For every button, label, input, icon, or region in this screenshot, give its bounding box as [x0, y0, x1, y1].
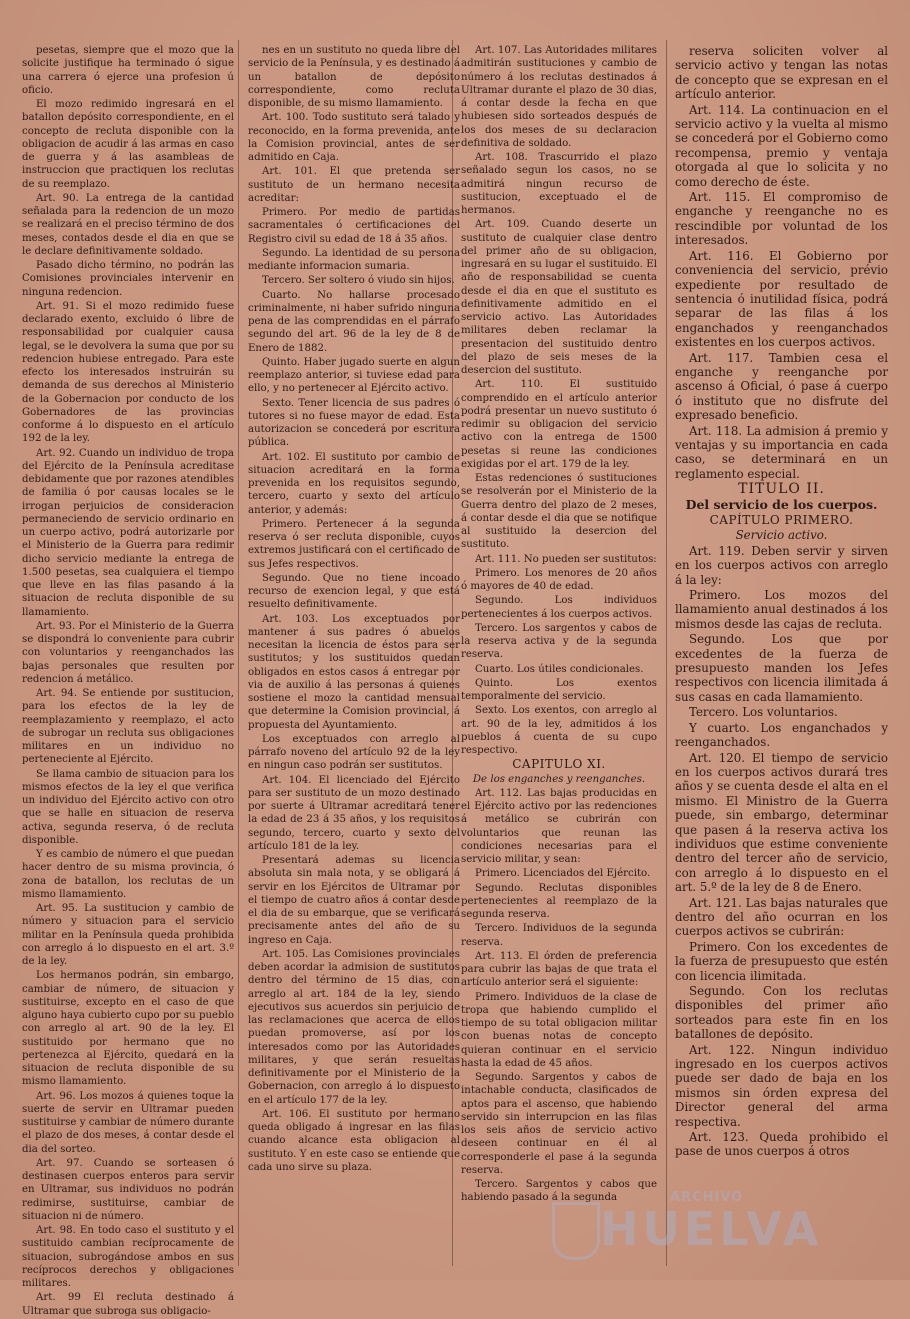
article-paragraph: Segundo. Con los reclutas disponibles del primer año sorteados para este fin en los batallones de depósito.	[675, 984, 888, 1042]
article-paragraph: Art. 116. El Gobierno por conveniencia del servicio, prévio expediente por resultado de sentencia ó inutilidad física, podrá separar de las filas á los enganchados y reenganchados existentes en los cuerpos activos.	[675, 248, 888, 350]
article-paragraph: nes en un sustituto no queda libre del servicio de la Península, y es destinado á un batallon de depósito correspondiente, como recluta disponible, de su mismo llamamiento.	[248, 45, 460, 109]
article-paragraph: Art. 120. El tiempo de servicio en los cuerpos activos durará tres años y se cuenta desde el alta en el mismo. El Ministro de la Guerra puede, sin embargo, determinar que pasen á la reserva activa los individuos que estime conveniente dentro del tercer año de servicio, con arreglo á lo dispuesto en el art. 5.º de la ley de 8 de Enero.	[675, 750, 888, 895]
article-paragraph: Art. 105. Las Comisiones provinciales deben acordar la admision de sustitutos dentro del término de 15 dias, con arreglo al art. 184 de la ley, siendo ejecutivos sus acuerdos sin perjuicio de las reclamaciones que acerca de ellos puedan promoverse, así por los interesados como por las Autoridades militares, y que serán resueltas definitivamente por el Ministerio de la Gobernacion, con arreglo á lo dispuesto en el artículo 177 de la ley.	[248, 948, 460, 1106]
article-paragraph: Art. 92. Cuando un individuo de tropa del Ejército de la Península acreditase debidamente que por razones atendibles de familia ó por causas locales se le irrogan perjuicios de consideracion permaneciendo de servicio ordinario en un cuerpo activo, podrá autorizarle por el Ministerio de la Guerra para redimir dicho servicio mediante la entrega de 1.500 pesetas, sea cualquiera el tiempo que lleve en las filas pasando á la situacion de recluta disponible de su llamamiento.	[22, 447, 234, 618]
article-paragraph: Art. 95. La sustitucion y cambio de número y situacion para el servicio militar en la Península queda prohibida con arreglo á lo dispuesto en el art. 3.º de la ley.	[22, 903, 234, 967]
article-paragraph: Art. 94. Se entiende por sustitucion, para los efectos de la ley de reemplazamiento y reemplazo, el acto de subrogar un recluta sus obligaciones militares en un individuo no perteneciente al Ejército.	[22, 688, 234, 766]
article-paragraph: Art. 91. Si el mozo redimido fuese declarado exento, excluido ó libre de responsabilidad por cualquier causa legal, se le devolvera la suma que por su redencion hubiese entregado. Para este efecto los interesados instruirán su demanda de sus derechos al Ministerio de la Gobernacion por conducto de los Gobernadores de las provincias conforme á lo dispuesto en el artículo 192 de la ley.	[22, 300, 234, 445]
crest-icon	[552, 1202, 600, 1260]
article-paragraph: Primero. Con los excedentes de la fuerza de presupuesto que estén con licencia ilimitada.	[675, 939, 888, 983]
article-paragraph: Los exceptuados con arreglo al párrafo noveno del artículo 92 de la ley en ningun caso podrán ser sustitutos.	[248, 733, 460, 772]
article-paragraph: Los hermanos podrán, sin embargo, cambiar de número, de situacion y sustituirse, excepto en el caso de que alguno haya cubierto cupo por su pueblo con arreglo al art. 90 de la ley. El sustituido por hermano que no pertenezca al Ejército, quedará en la situacion de recluta disponible de su mismo llamamiento.	[22, 970, 234, 1088]
article-paragraph: Art. 100. Todo sustituto será talado y reconocido, en la forma prevenida, ante la Comision provincial, antes de ser admitido en Caja.	[248, 112, 460, 163]
article-paragraph: Art. 122. Ningun individuo ingresado en los cuerpos activos puede ser dado de baja en los mismos sin órden expresa del Director general del arma respectiva.	[675, 1042, 888, 1129]
article-paragraph: Tercero. Ser soltero ó viudo sin hijos.	[262, 275, 455, 287]
section-heading: CAPITULO XI.	[512, 757, 606, 772]
column-1	[22, 44, 234, 1319]
article-paragraph: Tercero. Los sargentos y cabos de la reserva activa y de la segunda reserva.	[461, 622, 657, 661]
article-paragraph: Art. 107. Las Autoridades militares admitirán sustituciones y cambio de número á los reclutas destinados á Ultramar durante el plazo de 30 dias, á contar desde la fecha en que hubiesen sido sorteados después de los dos meses de su declaracion definitiva de soldado.	[461, 45, 657, 149]
column-4	[675, 44, 888, 1160]
article-paragraph: Art. 109. Cuando deserte un sustituto de cualquier clase dentro del primer año de su obligacion, ingresará en su lugar el sustituido. El año de responsabilidad se cuenta desde el dia en que el sustituto es definitivamente admitido en el servicio activo. Las Autoridades militares deben reclamar la presentacion del sustituido dentro del plazo de seis meses de la desercion del sustituto.	[461, 219, 657, 376]
article-paragraph: Art. 119. Deben servir y sirven en los cuerpos activos con arreglo á la ley:	[675, 543, 888, 587]
article-paragraph: Art. 101. El que pretenda ser sustituto de un hermano necesita acreditar:	[248, 166, 460, 204]
article-paragraph: Primero. Pertenecer á la segunda reserva ó ser recluta disponible, cuyos extremos justificará con el certificado de sus Jefes respectivos.	[248, 518, 460, 570]
article-paragraph: Art. 111. No pueden ser sustitutos:	[475, 553, 657, 565]
article-paragraph: Sexto. Los exentos, con arreglo al art. 90 de la ley, admitidos á los pueblos á cuenta de su cupo respectivo.	[461, 705, 657, 756]
article-paragraph: Art. 115. El compromiso de enganche y reenganche no es rescindible por voluntad de los interesados.	[675, 190, 888, 248]
article-paragraph: Art. 113. El órden de preferencia para cubrir las bajas de que trata el artículo anterior será el siguiente:	[461, 950, 657, 989]
column-rule	[666, 40, 667, 1266]
article-paragraph: Segundo. Los que por excedentes de la fuerza de presupuesto manden los Jefes respectivos con licencia ilimitada á sus casas en cada llamamiento.	[675, 632, 888, 704]
archive-watermark	[600, 1190, 900, 1270]
article-paragraph: Primero. Los mozos del llamamiento anual destinados á los mismos desde las cajas de recluta.	[675, 588, 888, 631]
article-paragraph: Art. 93. Por el Ministerio de la Guerra se dispondrá lo conveniente para cubrir con voluntarios y reenganchados las bajas personales que resulten por redencion á metálico.	[22, 620, 234, 685]
article-paragraph: Art. 106. El sustituto por hermano queda obligado á ingresar en las filas cuando alcance esta obligacion al sustituto. Y en este caso se entiende que cada uno sirve su plaza.	[248, 1108, 460, 1173]
article-paragraph: Segundo. Sargentos y cabos de intachable conducta, clasificados de aptos para el ascenso, que habiendo servido sin interrupcion en las filas los seis años de servicio activo deseen continuar en él al corresponderle el pase á la segunda reserva.	[461, 1072, 657, 1176]
watermark-line2: HUELVA	[600, 1202, 823, 1256]
article-paragraph: Art. 103. Los exceptuados por mantener á sus padres ó abuelos necesitan la licencia de éstos para ser sustitutos; y los sustituidos quedan obligados en estos casos á entregar por via de auxilio á las personas á quienes sostiene el mozo la cantidad mensual que determine la Comision provincial, á propuesta del Ayuntamiento.	[248, 613, 460, 731]
article-paragraph: Art. 117. Tambien cesa el enganche y reenganche por ascenso á Oficial, ó pase á cuerpo ó instituto que no disfrute del expresado beneficio.	[675, 350, 888, 423]
article-paragraph: Art. 123. Queda prohibido el pase de unos cuerpos á otros	[675, 1130, 888, 1159]
article-paragraph: Quinto. Los exentos temporalmente del servicio.	[461, 677, 657, 702]
article-paragraph: Art. 110. El sustituido comprendido en el artículo anterior podrá presentar un nuevo sustituto ó redimir su obligacion del servicio activo con la entrega de 1500 pesetas si reune las condiciones exigidas por el art. 179 de la ley.	[461, 379, 657, 470]
article-paragraph: Segundo. La identidad de su persona mediante informacion sumaria.	[248, 247, 460, 272]
article-paragraph: Art. 102. El sustituto por cambio de situacion acreditará en la forma prevenida en los requisitos segundo, tercero, cuarto y sexto del artículo anterior, y además:	[248, 451, 460, 516]
article-paragraph: Presentará ademas su licencia absoluta sin mala nota, y se obligará á servir en los Ejércitos de Ultramar por el tiempo de cuatro años á contar desde el dia de su embarque, que se verificará precisamente antes del año de su ingreso en Caja.	[248, 855, 460, 946]
article-paragraph: Primero. Por medio de partidas sacramentales ó certificaciones del Registro civil su edad de 18 á 35 años.	[248, 207, 460, 245]
article-paragraph: Tercero. Sargentos y cabos que habiendo pasado á la segunda	[461, 1179, 657, 1204]
article-paragraph: reserva soliciten volver al servicio activo y tengan las notas de concepto que se expresan en el artículo anterior.	[675, 44, 888, 102]
article-paragraph: Art. 90. La entrega de la cantidad señalada para la redencion de un mozo se realizará en el preciso término de dos meses, contados desde el dia en que se le declare definitivamente soldado.	[22, 192, 234, 257]
article-paragraph: Segundo. Que no tiene incoado recurso de exencion legal, y que está resuelto definitivamente.	[248, 572, 460, 611]
article-paragraph: Sexto. Tener licencia de sus padres ó tutores si no fuese mayor de edad. Esta autorizacion se concederá por escritura pública.	[248, 397, 460, 449]
section-heading: CAPÍTULO PRIMERO.	[709, 513, 854, 527]
column-rule	[238, 40, 239, 1266]
section-heading: Servicio activo.	[735, 528, 828, 543]
article-paragraph: Segundo. Reclutas disponibles pertenecientes al reemplazo de la segunda reserva.	[461, 882, 657, 920]
article-paragraph: Art. 114. La continuacion en el servicio activo y la vuelta al mismo se concederá por el Gobierno como recompensa, premio y ventaja otorgada al que lo solicita y no como derecho de éste.	[675, 102, 888, 189]
column-2	[248, 44, 460, 1175]
article-paragraph: Art. 104. El licenciado del Ejército para ser sustituto de un mozo destinado por suerte á Ultramar acreditará tener la edad de 23 á 35 años, y los requisitos segundo, tercero, cuarto y sexto del artículo 181 de la ley.	[248, 774, 460, 852]
article-paragraph: Art. 98. En todo caso el sustituto y el sustituido cambian recíprocamente de situacion, subrogándose ambos en sus recíprocos derechos y obligaciones militares.	[22, 1225, 234, 1289]
article-paragraph: Cuarto. Los útiles condicionales.	[475, 663, 644, 675]
article-paragraph: Art. 96. Los mozos á quienes toque la suerte de servir en Ultramar pueden sustituirse y cambiar de número durante el plazo de dos meses, á contar desde el dia del sorteo.	[22, 1090, 234, 1155]
section-heading: Del servicio de los cuerpos.	[685, 496, 878, 512]
article-paragraph: Art. 108. Trascurrido el plazo señalado segun los casos, no se admitirá ningun recurso de sustitucion, exceptuado el de hermanos.	[461, 152, 657, 216]
article-paragraph: Tercero. Individuos de la segunda reserva.	[461, 923, 657, 948]
section-heading: De los enganches y reenganches.	[472, 773, 646, 785]
article-paragraph: Cuarto. No hallarse procesado criminalmente, ni haber sufrido ninguna pena de las comprendidas en el párrafo segundo del art. 96 de la ley de 8 de Enero de 1882.	[248, 289, 460, 354]
article-paragraph: Estas redenciones ó sustituciones se resolverán por el Ministerio de la Guerra dentro del plazo de 2 meses, á contar desde el dia que se notifique al sustituido la desercion del sustituto.	[461, 473, 657, 551]
article-paragraph: Art. 121. Las bajas naturales que dentro del año ocurran en los cuerpos activos se cubrirán:	[675, 895, 888, 939]
article-paragraph: Se llama cambio de situacion para los mismos efectos de la ley el que verifica un individuo del Ejército activo con otro que se halle en situacion de reserva activa, segunda reserva, ó de recluta disponible.	[22, 768, 234, 846]
section-heading: TITULO II.	[738, 481, 825, 498]
watermark-line1: ARCHIVO	[670, 1190, 744, 1205]
article-paragraph: Art. 99 El recluta destinado á Ultramar que subroga sus obligacio-	[22, 1292, 234, 1317]
article-paragraph: Y cuarto. Los enganchados y reenganchados.	[675, 720, 888, 750]
article-paragraph: Y es cambio de número el que puedan hacer dentro de su misma provincia, ó zona de batallon, los reclutas de un mismo llamamiento.	[22, 849, 234, 900]
article-paragraph: Art. 97. Cuando se sorteasen ó destinasen cuerpos enteros para servir en Ultramar, sus individuos no podrán redimirse, sustituirse, cambiar de situacion ni de número.	[22, 1157, 234, 1222]
article-paragraph: Tercero. Los voluntarios.	[689, 705, 838, 720]
column-3	[461, 44, 657, 1206]
article-paragraph: Primero. Licenciados del Ejército.	[475, 868, 651, 880]
article-paragraph: Segundo. Los individuos pertenecientes á los cuerpos activos.	[461, 595, 657, 620]
article-paragraph: El mozo redimido ingresará en el batallon depósito correspondiente, en el concepto de recluta disponible con la obligacion de acudir á las armas en caso de guerra y á las asambleas de instruccion que practiquen los reclutas de su reemplazo.	[22, 99, 234, 190]
article-paragraph: Primero. Los menores de 20 años ó mayores de 40 de edad.	[461, 567, 657, 592]
article-paragraph: pesetas, siempre que el mozo que la solicite justifique ha terminado ó sigue una carrera ó ejerce una profesion ú oficio.	[22, 45, 234, 96]
article-paragraph: Quinto. Haber jugado suerte en algun reemplazo anterior, si tuviese edad para ello, y no pertenecer al Ejército activo.	[248, 356, 460, 395]
article-paragraph: Art. 112. Las bajas producidas en el Ejército activo por las redenciones á metálico se cubrirán con voluntarios que reunan las condiciones necesarias para el servicio militar, y sean:	[461, 787, 657, 865]
article-paragraph: Primero. Individuos de la clase de tropa que habiendo cumplido el tiempo de su total obligacion militar con buenas notas de concepto quieran continuar en el servicio hasta la edad de 45 años.	[461, 991, 657, 1069]
article-paragraph: Pasado dicho término, no podrán las Comisiones provinciales intervenir en ninguna redencion.	[22, 260, 234, 298]
article-paragraph: Art. 118. La admision á premio y ventajas y su importancia en cada caso, se determinará en un reglamento especial.	[675, 423, 888, 481]
